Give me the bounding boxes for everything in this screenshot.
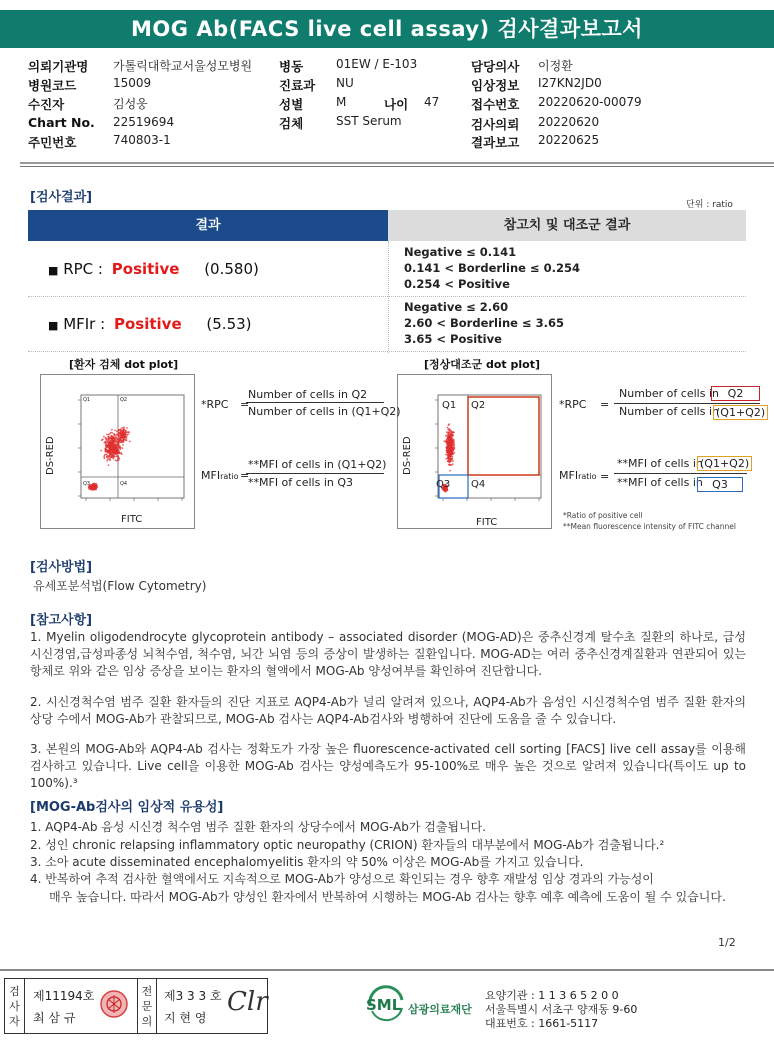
dot <box>445 454 447 456</box>
dot <box>111 443 113 445</box>
reference-line: 2.60 < Borderline ≤ 3.65 <box>404 316 564 330</box>
fraction-line <box>246 473 384 474</box>
result-name: MFIr <box>63 315 96 333</box>
dot <box>116 430 118 432</box>
dot <box>104 455 106 457</box>
dot <box>451 442 453 444</box>
dot <box>448 460 450 462</box>
info-label: 검체 <box>279 116 304 131</box>
control-dot-plot <box>397 374 552 529</box>
info-label: 결과보고 <box>471 135 520 150</box>
reference-line: Negative ≤ 2.60 <box>404 300 509 314</box>
signature-stamp-box <box>4 978 268 1034</box>
result-row-rpc <box>48 260 259 278</box>
dot <box>120 437 122 439</box>
dot <box>448 430 450 432</box>
info-value: 20220620-00079 <box>538 95 642 109</box>
dot <box>112 440 114 442</box>
dot <box>106 449 108 451</box>
bullet: ■ <box>48 264 59 277</box>
dot <box>122 447 124 449</box>
dot <box>115 453 117 455</box>
info-value: M <box>336 95 347 109</box>
info-value: 가톨릭대학교서울성모병원 <box>113 59 253 73</box>
dot <box>107 458 109 460</box>
dot <box>446 431 448 433</box>
dot <box>119 448 121 450</box>
reference-column-header: 참고치 및 대조군 결과 <box>388 210 746 241</box>
dot <box>107 441 109 443</box>
dot <box>118 429 120 431</box>
age-value: 47 <box>424 95 440 109</box>
dot <box>453 432 455 434</box>
dot <box>110 444 112 446</box>
dot <box>114 430 116 432</box>
signature: Clr <box>227 987 268 1017</box>
mfi-label: MFIratio <box>559 469 597 482</box>
dot <box>449 438 451 440</box>
result-row-mfir <box>48 315 252 333</box>
quadrant-label: Q1 <box>83 397 91 403</box>
patient-scatter <box>41 375 196 530</box>
dot <box>103 436 105 438</box>
dot <box>106 439 108 441</box>
dot <box>450 452 452 454</box>
dot <box>447 450 449 452</box>
org-name: 삼광의료재단 <box>408 1003 472 1016</box>
dot <box>449 470 451 472</box>
control-plot-title: [정상대조군 dot plot] <box>424 358 540 371</box>
rpc-label: *RPC <box>559 398 587 411</box>
rpc-numerator-prefix: Number of cells in <box>619 387 719 400</box>
quadrant-label: Q2 <box>120 397 128 403</box>
dot <box>123 429 125 431</box>
control-scatter <box>398 375 553 530</box>
reviewer-label: 전문의 <box>137 979 157 1033</box>
note-paragraph-1: 1. Myelin oligodendrocyte glycoprotein antibody – associated disorder (MOG-AD)은 중추신경계 탈수초 질환의 하나로, 급성 시신경염,급성파종성 뇌척수염, 척수염, 뇌간 뇌염 등의 증상이 발생하는 질환입니다. MOG-AD는 여러 중추신경계질환과 연관되어 있는 항체로 위와 같은 임상 증상을 보이는 환자의 혈액에서 MOG-Ab 양성여부를 확인하여 진단합니다. <box>30 630 746 678</box>
dot <box>123 438 125 440</box>
dot <box>104 450 106 452</box>
dot <box>129 441 131 443</box>
clinical-section-title: [MOG-Ab검사의 임상적 유용성] <box>30 800 224 815</box>
x-axis-label: FITC <box>121 514 143 525</box>
dot <box>124 433 126 435</box>
dot <box>106 460 108 462</box>
clinical-item: 1. AQP4-Ab 음성 시신경 척수염 범주 질환 환자의 상당수에서 MOG-Ab가 검출됩니다. <box>30 820 486 834</box>
dot <box>91 489 93 491</box>
dot <box>95 488 97 490</box>
org-phone: 대표번호 : 1661-5117 <box>485 1017 599 1030</box>
quadrant-label: Q2 <box>471 400 486 411</box>
dot <box>118 438 120 440</box>
mfi-denominator-prefix: **MFI of cells in <box>617 476 703 489</box>
dot <box>112 455 114 457</box>
dot <box>445 435 447 437</box>
dot <box>106 434 108 436</box>
dot <box>112 450 114 452</box>
info-label: 진료과 <box>279 78 316 93</box>
dot <box>119 446 121 448</box>
reference-line: 3.65 < Positive <box>404 332 502 346</box>
dot <box>118 452 120 454</box>
results-section-title: [검사결과] <box>30 190 93 205</box>
notes-section-title: [참고사항] <box>30 613 93 628</box>
dot <box>126 431 128 433</box>
patient-plot-title: [환자 검체 dot plot] <box>69 358 179 371</box>
institution-code: 요양기관 : 1 1 3 6 5 2 0 0 <box>485 989 619 1002</box>
mfi-numerator: **MFI of cells in (Q1+Q2) <box>248 458 387 471</box>
dot <box>451 431 453 433</box>
report-title: MOG Ab(FACS live cell assay) 검사결과보고서 <box>131 17 643 41</box>
dot <box>444 440 446 442</box>
dot <box>449 443 451 445</box>
dot <box>447 434 449 436</box>
info-label: 병원코드 <box>28 78 77 93</box>
fraction-line <box>246 402 384 403</box>
equals-sign: = <box>600 470 610 483</box>
info-value: 01EW / E-103 <box>336 57 418 71</box>
unit-label: 단위 : ratio <box>686 200 733 210</box>
dot <box>111 429 113 431</box>
dot <box>450 436 452 438</box>
rpc-denominator-prefix: Number of cells in <box>619 405 719 418</box>
result-value: (0.580) <box>204 260 259 278</box>
dot <box>126 440 128 442</box>
row-divider <box>28 351 746 352</box>
dot <box>118 441 120 443</box>
y-axis-label: DS-RED <box>402 436 413 475</box>
dot <box>93 485 95 487</box>
dot <box>109 455 111 457</box>
dot <box>114 456 116 458</box>
dot <box>110 432 112 434</box>
footer-divider <box>0 969 774 971</box>
info-label: 임상정보 <box>471 78 520 93</box>
dot <box>119 430 121 432</box>
column-divider <box>388 241 389 353</box>
dot <box>452 448 454 450</box>
note-paragraph-2: 2. 시신경척수염 범주 질환 환자들의 진단 지표로 AQP4-Ab가 널리 알려져 있으나, AQP4-Ab가 음성인 시신경척수염 범주 질환 환자의 상당 수에서 MOG-Ab가 관찰되므로, MOG-Ab 검사는 AQP4-Ab검사와 병행하여 진단에 도움을 줄 수 있습니다. <box>30 695 746 726</box>
method-section-title: [검사방법] <box>30 560 93 575</box>
dot <box>115 447 117 449</box>
info-label: 검사의뢰 <box>471 117 520 132</box>
q2-box-label: Q2 <box>711 386 760 401</box>
dot <box>102 438 104 440</box>
mfi-denominator: **MFI of cells in Q3 <box>248 476 353 489</box>
dot <box>105 447 107 449</box>
dot <box>449 440 451 442</box>
divider <box>20 166 774 167</box>
clinical-item: 4. 반복하여 추적 검사한 혈액에서도 지속적으로 MOG-Ab가 양성으로 확인되는 경우 향후 재발성 임상 경과의 가능성이 <box>30 872 654 886</box>
dot <box>92 487 94 489</box>
info-value: 22519694 <box>113 115 175 129</box>
result-colon: : <box>100 315 106 333</box>
dot <box>124 431 126 433</box>
bullet: ■ <box>48 319 59 332</box>
dot <box>453 442 455 444</box>
dot <box>104 457 106 459</box>
info-value: 김성웅 <box>113 97 148 111</box>
dot <box>452 434 454 436</box>
info-value: NU <box>336 76 354 90</box>
dot <box>116 455 118 457</box>
logo-text: SML <box>366 996 402 1014</box>
info-label: 담당의사 <box>471 59 520 74</box>
dot <box>448 423 450 425</box>
row-divider <box>28 296 746 297</box>
info-label: 성별 <box>279 97 304 112</box>
dot <box>451 445 453 447</box>
equals-sign: = <box>240 469 250 482</box>
dot <box>115 460 117 462</box>
mfi-numerator-prefix: **MFI of cells in <box>617 457 703 470</box>
q1q2-box-label: (Q1+Q2) <box>713 405 768 420</box>
dot <box>447 444 449 446</box>
info-value: 이정환 <box>538 59 573 73</box>
dot <box>113 444 115 446</box>
q3-box-label: Q3 <box>697 477 743 492</box>
reviewer-name: 지 현 영 <box>164 1011 207 1025</box>
rpc-label: *RPC <box>201 398 229 411</box>
dot <box>121 427 123 429</box>
note-paragraph-3: 3. 본원의 MOG-Ab와 AQP4-Ab 검사는 정확도가 가장 높은 fluorescence-activated cell sorting [FACS] live cell assay를 이용해 검사하고 있습니다. Live cell을 이용한 MOG-Ab 검사는 양성예측도가 95-100%로 매우 높은 것으로 알려져 있습니다(특이도 up to 100%).³ <box>30 742 746 790</box>
dot <box>447 427 449 429</box>
dot <box>126 437 128 439</box>
info-label: Chart No. <box>28 115 95 130</box>
dot <box>450 434 452 436</box>
method-text: 유세포분석법(Flow Cytometry) <box>33 579 207 593</box>
dot <box>449 457 451 459</box>
info-label: 수진자 <box>28 97 65 112</box>
info-label: 의뢰기관명 <box>28 59 89 74</box>
result-status: Positive <box>111 260 180 278</box>
info-value: 20220620 <box>538 115 600 129</box>
dot <box>114 438 116 440</box>
dot <box>107 445 109 447</box>
dot <box>445 458 447 460</box>
dot <box>118 443 120 445</box>
dot <box>451 456 453 458</box>
dot <box>122 444 124 446</box>
equals-sign: = <box>240 398 250 411</box>
dot <box>450 448 452 450</box>
footnote: **Mean fluorescence intensity of FITC channel <box>563 522 736 531</box>
dot <box>108 438 110 440</box>
dot <box>446 446 448 448</box>
dot <box>122 433 124 435</box>
dot <box>116 442 118 444</box>
equals-sign: = <box>600 398 610 411</box>
page-number: 1/2 <box>718 936 736 949</box>
seal-icon <box>99 989 129 1019</box>
reference-line: 0.141 < Borderline ≤ 0.254 <box>404 261 580 275</box>
dot <box>106 454 108 456</box>
quadrant-label: Q1 <box>442 400 457 411</box>
patient-dot-plot <box>40 374 195 529</box>
dot <box>128 431 130 433</box>
clinical-item: 2. 성인 chronic relapsing inflammatory optic neuropathy (CRION) 환자들의 대부분에서 MOG-Ab가 검출됩니다.² <box>30 838 665 852</box>
info-value: 15009 <box>113 76 152 90</box>
dot <box>450 449 452 451</box>
result-column-header: 결과 <box>28 210 388 241</box>
inspector-number: 제11194호 <box>33 989 95 1003</box>
dot <box>452 460 454 462</box>
org-address: 서울특별시 서초구 양재동 9-60 <box>485 1003 638 1016</box>
dot <box>116 460 118 462</box>
fraction-line <box>614 403 760 404</box>
quadrant-label: Q3 <box>436 479 451 490</box>
dot <box>90 485 92 487</box>
quadrant-label: Q4 <box>120 481 128 487</box>
divider <box>20 162 774 164</box>
dot <box>122 441 124 443</box>
dot <box>448 458 450 460</box>
info-value: I27KN2JD0 <box>538 76 602 90</box>
y-axis-label: DS-RED <box>45 436 56 475</box>
clinical-item: 3. 소아 acute disseminated encephalomyelitis 환자의 약 50% 이상은 MOG-Ab를 가지고 있습니다. <box>30 855 584 869</box>
dot <box>109 448 111 450</box>
result-name: RPC <box>63 260 94 278</box>
dot <box>446 448 448 450</box>
inspector-name: 최 삼 규 <box>33 1011 76 1025</box>
plot-frame <box>81 395 184 498</box>
dot <box>103 442 105 444</box>
footnote: *Ratio of positive cell <box>563 511 643 520</box>
dot <box>454 452 456 454</box>
info-value: SST Serum <box>336 114 402 128</box>
dot <box>449 454 451 456</box>
dot <box>126 434 128 436</box>
clinical-item: 매우 높습니다. 따라서 MOG-Ab가 양성인 환자에서 반복하여 시행하는 MOG-Ab 검사는 향후 예후 예측에 도움이 될 수 있습니다. <box>30 890 726 904</box>
dot <box>450 464 452 466</box>
quadrant-label: Q4 <box>471 479 486 490</box>
dot <box>447 457 449 459</box>
report-title-bar <box>0 10 774 48</box>
quadrant-label: Q3 <box>83 481 91 487</box>
result-value: (5.53) <box>206 315 252 333</box>
x-axis-label: FITC <box>476 517 498 528</box>
fraction-line <box>614 473 747 474</box>
q1q2-box-label: (Q1+Q2) <box>697 456 752 471</box>
reference-line: 0.254 < Positive <box>404 277 510 291</box>
reviewer-number: 제3 3 3 호 <box>164 989 222 1003</box>
dot <box>445 439 447 441</box>
rpc-numerator: Number of cells in Q2 <box>248 388 368 401</box>
dot <box>105 438 107 440</box>
dot <box>118 457 120 459</box>
reference-line: Negative ≤ 0.141 <box>404 245 517 259</box>
dot <box>109 442 111 444</box>
dot <box>111 456 113 458</box>
info-value: 740803-1 <box>113 133 171 147</box>
dot <box>453 444 455 446</box>
result-status: Positive <box>113 315 182 333</box>
mfi-label: MFIratio <box>201 469 239 482</box>
dot <box>126 427 128 429</box>
dot <box>100 450 102 452</box>
info-value: 20220625 <box>538 133 600 147</box>
dot <box>117 446 119 448</box>
info-label: 병동 <box>279 59 304 74</box>
dot <box>121 453 123 455</box>
dot <box>118 432 120 434</box>
inspector-label: 검사자 <box>5 979 25 1033</box>
age-label: 나이 <box>384 97 409 112</box>
dot <box>109 452 111 454</box>
rpc-denominator: Number of cells in (Q1+Q2) <box>248 405 401 418</box>
result-colon: : <box>97 260 103 278</box>
info-label: 접수번호 <box>471 97 520 112</box>
info-label: 주민번호 <box>28 135 77 150</box>
dot <box>108 464 110 466</box>
